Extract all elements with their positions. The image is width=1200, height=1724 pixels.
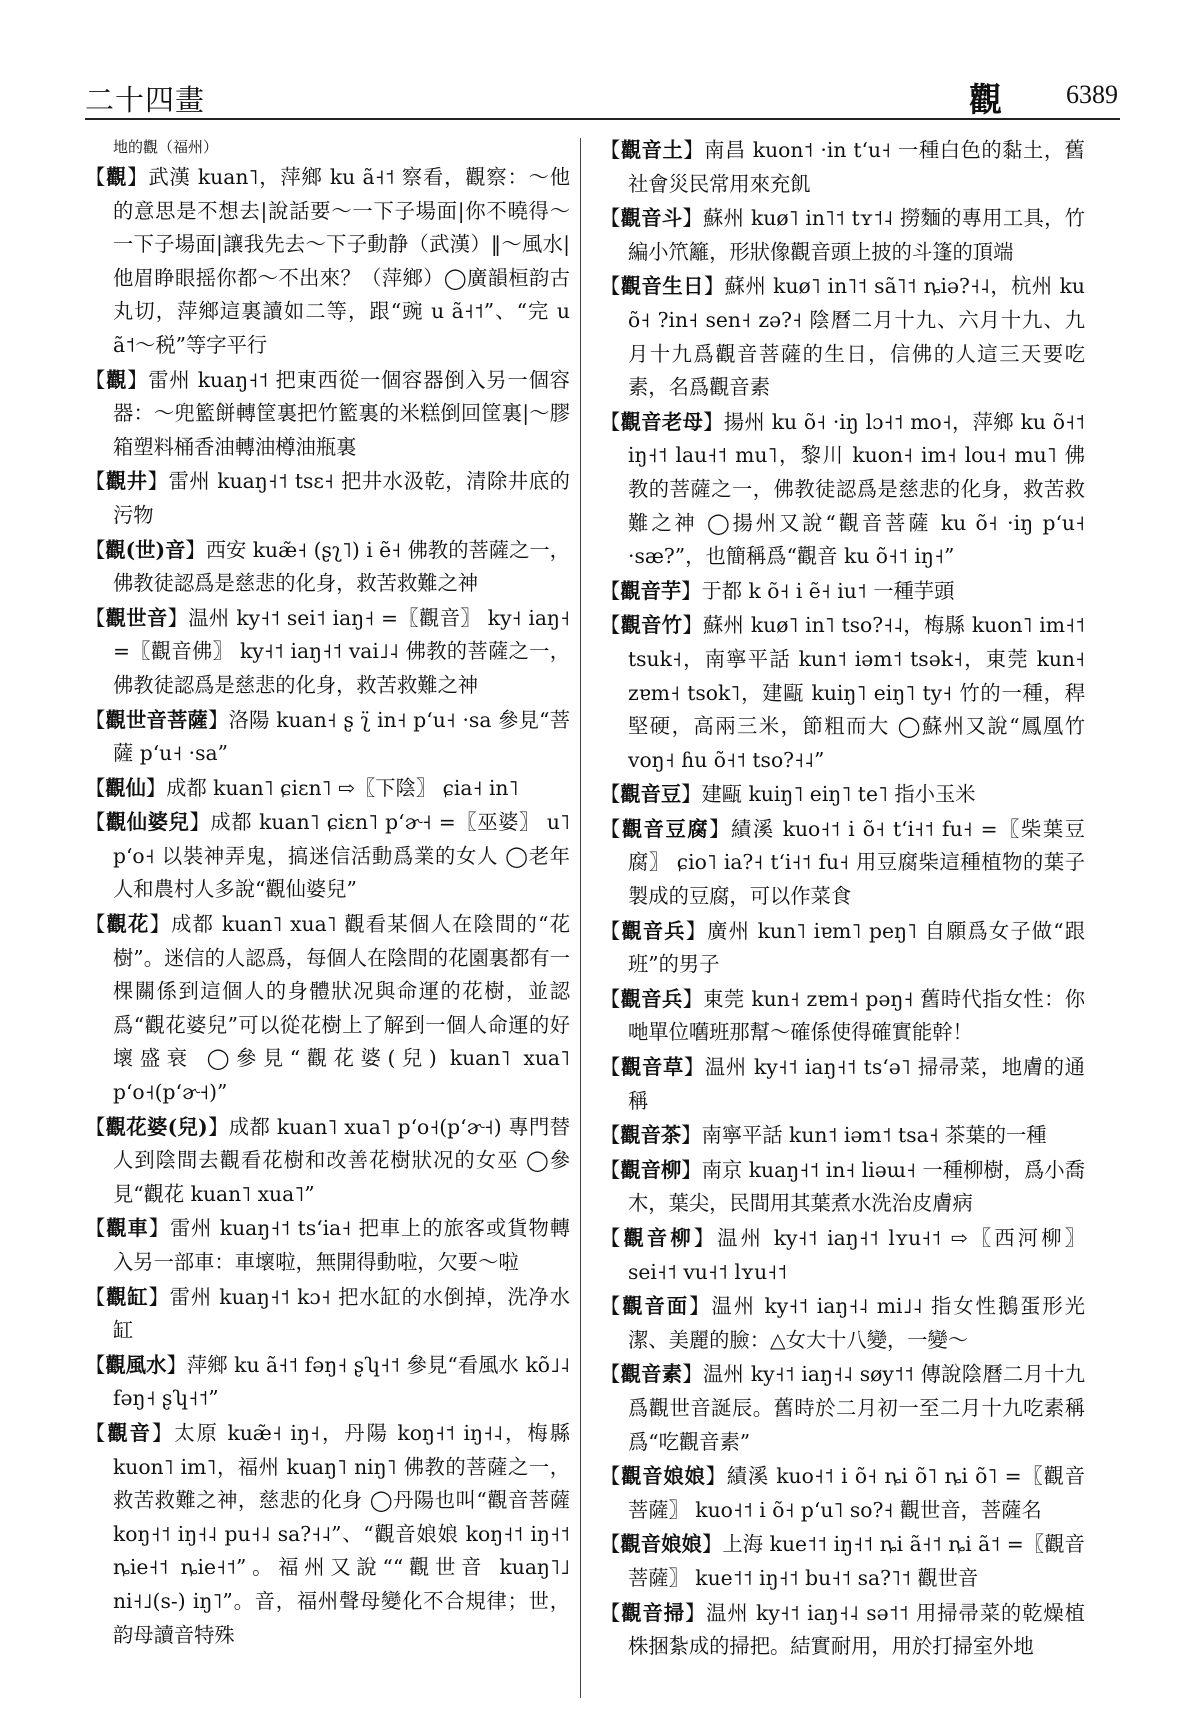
entry-body: 温州 ky˧˦ iaŋ˧˨ søy˦˦ 傳說陰曆二月十九爲觀世音誕辰。舊時於二月初一至二月十九吃素稱爲“吃觀音素” xyxy=(628,1362,1085,1454)
entry-body: 績溪 kuo˧˦ i õ˧ ȵi õ˥ ȵi õ˥ =〖觀音菩薩〗 kuo˧˦ i õ˧ pʻu˥ so?˧ 觀世音，菩薩名 xyxy=(628,1464,1085,1522)
headword-text: 觀仙婆兒 xyxy=(105,810,190,835)
entry-headword: 【觀音娘娘】 xyxy=(600,1464,727,1489)
dictionary-entry xyxy=(600,1119,1085,1153)
entry-body: 蘇州 kuø˥ in˥˦ tʏ˦˨ 撈麵的專用工具，竹編小笊籬，形狀像觀音頭上披的斗篷的頂端 xyxy=(628,206,1085,264)
headword-text: 觀音面 xyxy=(622,1294,690,1319)
headword-text: 觀音豆腐 xyxy=(621,816,710,841)
dictionary-entry xyxy=(85,1417,570,1652)
header-character: 觀 xyxy=(969,80,1002,119)
dictionary-entry xyxy=(600,1290,1085,1357)
headword-text: 觀音兵 xyxy=(620,986,683,1011)
entry-headword: 【觀音竹】 xyxy=(600,613,703,638)
entry-body: 南京 kuaŋ˧˦ in˧ liəɯ˧ 一種柳樹，爲小喬木，葉尖，民間用其葉煮水洗治皮膚病 xyxy=(628,1157,1085,1216)
entry-body: 蘇州 kuø˥ in˥˦ sã˥˦ ȵiə?˧˨，杭州 ku õ˧ ?in˧ sen˧ zə?˧ 陰曆二月十九、六月十九、九月十九爲觀音菩薩的生日，信佛的人這三天要吃素，名爲觀音素 xyxy=(628,274,1085,400)
entry-body: 蘇州 kuø˥ in˥ tso?˧˨，梅縣 kuon˥ im˧˦ tsuk˧，南寧平話 kun˦ iəm˦ tsək˧，東莞 kun˧ zɐm˧ tsok˥，建甌 kuiŋ˥ eiŋ˥ ty˧ 竹的一種，稈堅硬，高兩三米，節粗而大 ◯蘇州又說“鳳凰竹 voŋ˧ ɦu õ˧˦ tso?˧˨” xyxy=(628,613,1085,772)
headword-text: 觀(世)音 xyxy=(105,537,186,562)
dictionary-entry xyxy=(600,1460,1085,1527)
headword-text: 觀音老母 xyxy=(620,409,704,434)
headword-text: 觀風水 xyxy=(105,1352,167,1377)
dictionary-entry xyxy=(85,1212,570,1279)
entry-headword: 【觀音柳】 xyxy=(600,1226,718,1250)
dictionary-entry xyxy=(85,908,570,1110)
dictionary-entry xyxy=(600,1222,1085,1289)
entry-body: 雷州 kuaŋ˧˦ tsʻia˧ 把車上的旅客或貨物轉入另一部車：車壞啦，無開得動啦，欠要～啦 xyxy=(113,1216,570,1274)
entry-headword: 【觀音豆腐】 xyxy=(600,816,732,841)
entry-headword: 【觀仙】 xyxy=(85,775,167,800)
dictionary-entry xyxy=(600,813,1085,914)
headword-text: 觀音茶 xyxy=(620,1123,682,1148)
entry-body: 揚州 ku õ˧ ·iŋ lɔ˧˦ mo˧，萍鄉 ku õ˧˦ iŋ˧˦ lau˧˦ mu˥，黎川 kuon˧ im˧ lou˧ mu˥ 佛教的菩薩之一，佛教徒認爲是慈悲的化身，救苦救難之神 ◯揚州又說“觀音菩薩 ku õ˧ ·iŋ pʻu˧ ·sæ?”，也簡稱爲“觀音 ku õ˧˦ iŋ˧” xyxy=(628,409,1085,569)
dictionary-entry xyxy=(600,575,1085,609)
dictionary-entry xyxy=(85,161,570,363)
entry-body: 温州 ky˧˦ iaŋ˧˨ mi˩˨ 指女性鵝蛋形光潔、美麗的臉：△女大十八變，一變～ xyxy=(628,1294,1085,1352)
headword-text: 觀音柳 xyxy=(620,1157,682,1182)
dictionary-entry xyxy=(600,915,1085,982)
headword-text: 觀音豆 xyxy=(620,782,682,807)
headword-text: 觀音娘娘 xyxy=(621,1464,706,1489)
entry-headword: 【觀(世)音】 xyxy=(85,537,206,562)
entry-body: 南寧平話 kun˦ iəm˦ tsa˧ 茶葉的一種 xyxy=(701,1123,1047,1148)
dictionary-entry xyxy=(600,1597,1085,1664)
entry-headword: 【觀音素】 xyxy=(600,1362,703,1387)
entry-body: 温州 ky˧˦ iaŋ˧˦ lʏu˧˦ ⇨〖西河柳〗 sei˧˦ vu˧˦ lʏu˧˦ xyxy=(628,1226,1085,1284)
dictionary-entry xyxy=(600,1051,1085,1118)
entry-body: 成都 kuan˥ ɕiɛn˥ ⇨〖下陰〗 ɕia˧ in˥ xyxy=(166,775,519,800)
entry-headword: 【觀花婆(兒)】 xyxy=(85,1114,229,1139)
entry-body: 上海 kue˦˦ iŋ˧˦ ȵi ã˧˦ ȵi ã˦ =〖觀音菩薩〗 kue˦˦ iŋ˧˦ bu˧˦ sa?˥˦ 觀世音 xyxy=(628,1532,1085,1590)
entry-headword: 【觀音兵】 xyxy=(600,918,708,943)
headword-text: 觀花 xyxy=(106,912,150,937)
section-title: 二十四畫 xyxy=(85,83,206,117)
entry-body: 南昌 kuon˦ ·in tʻu˧ 一種白色的黏土，舊社會災民常用來充飢 xyxy=(628,138,1085,196)
page-number: 6389 xyxy=(1066,80,1118,109)
headword-text: 觀音生日 xyxy=(620,274,704,299)
headword-text: 觀音兵 xyxy=(621,918,686,943)
entry-body: 東莞 kun˧ zɐm˧ pəŋ˧ 舊時代指女性：你哋單位嚿班那幫～確係使得確實能幹！ xyxy=(628,986,1085,1045)
headword-text: 觀音芋 xyxy=(620,578,682,603)
page-header xyxy=(85,68,1120,120)
entry-body: 成都 kuan˥ ɕiɛn˥ pʻɚ˧ =〖巫婆〗 u˥ pʻo˧ 以裝神弄鬼，搞迷信活動爲業的女人 ◯老年人和農村人多說“觀仙婆兒” xyxy=(113,810,570,902)
dictionary-entry xyxy=(600,406,1085,574)
entry-body: 建甌 kuiŋ˥ eiŋ˥ te˥ 指小玉米 xyxy=(701,782,976,807)
entry-headword: 【觀缸】 xyxy=(85,1284,170,1309)
dictionary-entry xyxy=(85,465,570,532)
headword-text: 觀音 xyxy=(107,1420,152,1445)
entry-body: 成都 kuan˥ xua˥ 觀看某個人在陰間的“花樹”。迷信的人認爲，每個人在陰間的花園裏都有一棵關係到這個人的身體狀况與命運的花樹，並認爲“觀花婆兒”可以從花樹上了解到一個人命運的好壞盛衰 ◯參見“觀花婆(兒) kuan˥ xua˥ pʻo˧(pʻɚ˧)” xyxy=(113,912,570,1105)
entry-headword: 【觀花】 xyxy=(85,912,172,937)
entry-headword: 【觀音草】 xyxy=(600,1055,705,1080)
entry-body: 廣州 kun˥ iɐm˥ peŋ˥ 自願爲女子做“跟班”的男子 xyxy=(628,918,1085,977)
dictionary-entry xyxy=(85,364,570,465)
headword-text: 觀音素 xyxy=(620,1362,683,1387)
dictionary-entry xyxy=(85,704,570,771)
headword-text: 觀 xyxy=(106,367,128,392)
entry-headword: 【觀】 xyxy=(85,165,149,189)
headword-text: 觀井 xyxy=(105,469,148,494)
entry-headword: 【觀世音菩薩】 xyxy=(85,707,229,732)
entry-headword: 【觀音】 xyxy=(85,1420,175,1445)
headword-text: 觀音草 xyxy=(620,1055,684,1080)
entry-headword: 【觀音芋】 xyxy=(600,578,702,603)
right-column xyxy=(600,134,1085,1694)
dictionary-entry xyxy=(600,134,1085,201)
entry-headword: 【觀井】 xyxy=(85,469,169,494)
entry-headword: 【觀車】 xyxy=(85,1216,170,1241)
dictionary-entry xyxy=(85,806,570,907)
entry-headword: 【觀】 xyxy=(85,367,149,392)
entry-headword: 【觀音柳】 xyxy=(600,1157,702,1182)
headword-text: 觀音竹 xyxy=(620,613,683,638)
headword-text: 觀缸 xyxy=(106,1284,149,1309)
dictionary-entry xyxy=(600,983,1085,1050)
entry-body: 萍鄉 ku ã˧˦ fəŋ˧ ʂʮ˧˦ 參見“看風水 kõ˩˨ fəŋ˧ ʂʮ˧˦” xyxy=(113,1352,570,1411)
column-divider xyxy=(580,138,581,1698)
dictionary-entry xyxy=(600,609,1085,777)
headword-text: 觀仙 xyxy=(105,775,146,800)
entry-body: 雷州 kuaŋ˧˦ 把東西從一個容器倒入另一個容器：～兜籃餅轉筐裏把竹籃裏的米糕倒回筐裏|～膠箱塑料桶香油轉油樽油瓶裏 xyxy=(113,367,570,459)
entry-body: 洛陽 kuan˧ ʂ ʅ̈ in˧ pʻu˧ ·sa 參見“菩薩 pʻu˧ ·sa” xyxy=(113,707,570,766)
dictionary-entry xyxy=(85,772,570,806)
entry-headword: 【觀音掃】 xyxy=(600,1600,707,1625)
headword-text: 觀音斗 xyxy=(620,206,683,231)
entry-body: 地的觀（福州） xyxy=(113,138,219,156)
headword-text: 觀音掃 xyxy=(621,1600,685,1625)
entry-headword: 【觀音茶】 xyxy=(600,1123,702,1148)
entry-headword: 【觀世音】 xyxy=(85,605,189,630)
headword-text: 觀花婆(兒) xyxy=(105,1114,208,1139)
dictionary-entry xyxy=(85,534,570,601)
dictionary-entry xyxy=(85,1111,570,1212)
entry-body: 太原 kuæ̃˧ iŋ˧，丹陽 koŋ˧˦ iŋ˧˨，梅縣 kuon˥ im˥，福州 kuaŋ˥ niŋ˥ 佛教的菩薩之一，救苦救難之神，慈悲的化身 ◯丹陽也叫“觀音菩薩 koŋ˧˦ iŋ˧˨ pu˧˨ sa?˧˨”、“觀音娘娘 koŋ˧˦ iŋ˧˦ ȵie˧˦ ȵie˧˦”。福州又說““觀世音 kuaŋ˥˩ ni˧˩(s-) iŋ˥”。音，福州聲母變化不合規律；世，韵母讀音特殊 xyxy=(113,1420,570,1647)
entry-headword: 【觀風水】 xyxy=(85,1352,187,1377)
entry-headword: 【觀音豆】 xyxy=(600,782,702,807)
dictionary-entry xyxy=(600,778,1085,812)
entry-headword: 【觀音兵】 xyxy=(600,986,704,1011)
headword-text: 觀車 xyxy=(106,1216,149,1241)
entry-body: 温州 ky˧˦ sei˦ iaŋ˧ =〖觀音〗 ky˧ iaŋ˧ =〖觀音佛〗 ky˧˦ iaŋ˧˦ vai˩˨ 佛教的菩薩之一，佛教徒認爲是慈悲的化身，救苦救難之神 xyxy=(113,605,570,697)
entry-body: 西安 kuæ̃˧ (ʂʅ˥) i ẽ˧ 佛教的菩薩之一，佛教徒認爲是慈悲的化身，救苦救難之神 xyxy=(113,537,570,596)
entry-body: 温州 ky˧˦ iaŋ˧˦ tsʻə˥ 掃帚菜，地膚的通稱 xyxy=(628,1055,1085,1113)
entry-headword: 【觀音娘娘】 xyxy=(600,1532,723,1557)
entry-body: 温州 ky˧˦ iaŋ˧˨ sə˦˦ 用掃帚菜的乾燥植株捆紮成的掃把。結實耐用，用於打掃室外地 xyxy=(628,1600,1085,1659)
entry-continuation xyxy=(85,134,570,160)
entry-headword: 【觀音老母】 xyxy=(600,409,724,434)
dictionary-entry xyxy=(600,1154,1085,1221)
headword-text: 觀 xyxy=(106,165,128,189)
entry-headword: 【觀音土】 xyxy=(600,138,705,162)
entry-body: 于都 k õ˧ i ẽ˧ iu˦ 一種芋頭 xyxy=(701,578,955,603)
dictionary-entry xyxy=(85,1281,570,1348)
entry-headword: 【觀音斗】 xyxy=(600,206,704,231)
dictionary-entry xyxy=(600,202,1085,269)
dictionary-entry xyxy=(600,1358,1085,1459)
left-column xyxy=(85,134,570,1694)
entry-body: 雷州 kuaŋ˧˦ kɔ˧ 把水缸的水倒掉，洗净水缸 xyxy=(113,1284,570,1343)
dictionary-entry xyxy=(85,1349,570,1416)
entry-body: 武漢 kuan˥，萍鄉 ku ã˧˦ 察看，觀察：～他的意思是不想去|說話要～一下子場面|你不曉得～一下子場面|讓我先去～下子動静（武漢）‖～風水|他眉睁眼摇你都～不出來？（萍鄉）◯廣韻桓韵古丸切，萍鄉這裏讀如二等，跟“豌 u ã˧˦”、“完 u ã˦～税”等字平行 xyxy=(113,165,570,357)
dictionary-entry xyxy=(600,1528,1085,1595)
entry-headword: 【觀音生日】 xyxy=(600,274,725,299)
entry-body: 成都 kuan˥ xua˥ pʻo˧(pʻɚ˧) 專門替人到陰間去觀看花樹和改善花樹狀况的女巫 ◯參見“觀花 kuan˥ xua˥” xyxy=(113,1114,570,1206)
dictionary-entry xyxy=(85,602,570,703)
entry-body: 績溪 kuo˧˦ i õ˧ tʻi˧˦ fu˧ =〖柴葉豆腐〗 ɕio˥ ia?˧ tʻi˧˦ fu˧ 用豆腐柴這種植物的葉子製成的豆腐，可以作菜食 xyxy=(628,816,1085,909)
headword-text: 觀世音 xyxy=(105,605,168,630)
headword-text: 觀世音菩薩 xyxy=(105,707,209,732)
headword-text: 觀音土 xyxy=(620,138,684,162)
headword-text: 觀音柳 xyxy=(623,1226,694,1250)
dictionary-entry xyxy=(600,270,1085,404)
entry-body: 雷州 kuaŋ˧˦ tsɛ˧ 把井水汲乾，清除井底的污物 xyxy=(113,469,570,527)
entry-headword: 【觀音面】 xyxy=(600,1294,712,1319)
headword-text: 觀音娘娘 xyxy=(620,1532,702,1557)
entry-headword: 【觀仙婆兒】 xyxy=(85,810,211,835)
